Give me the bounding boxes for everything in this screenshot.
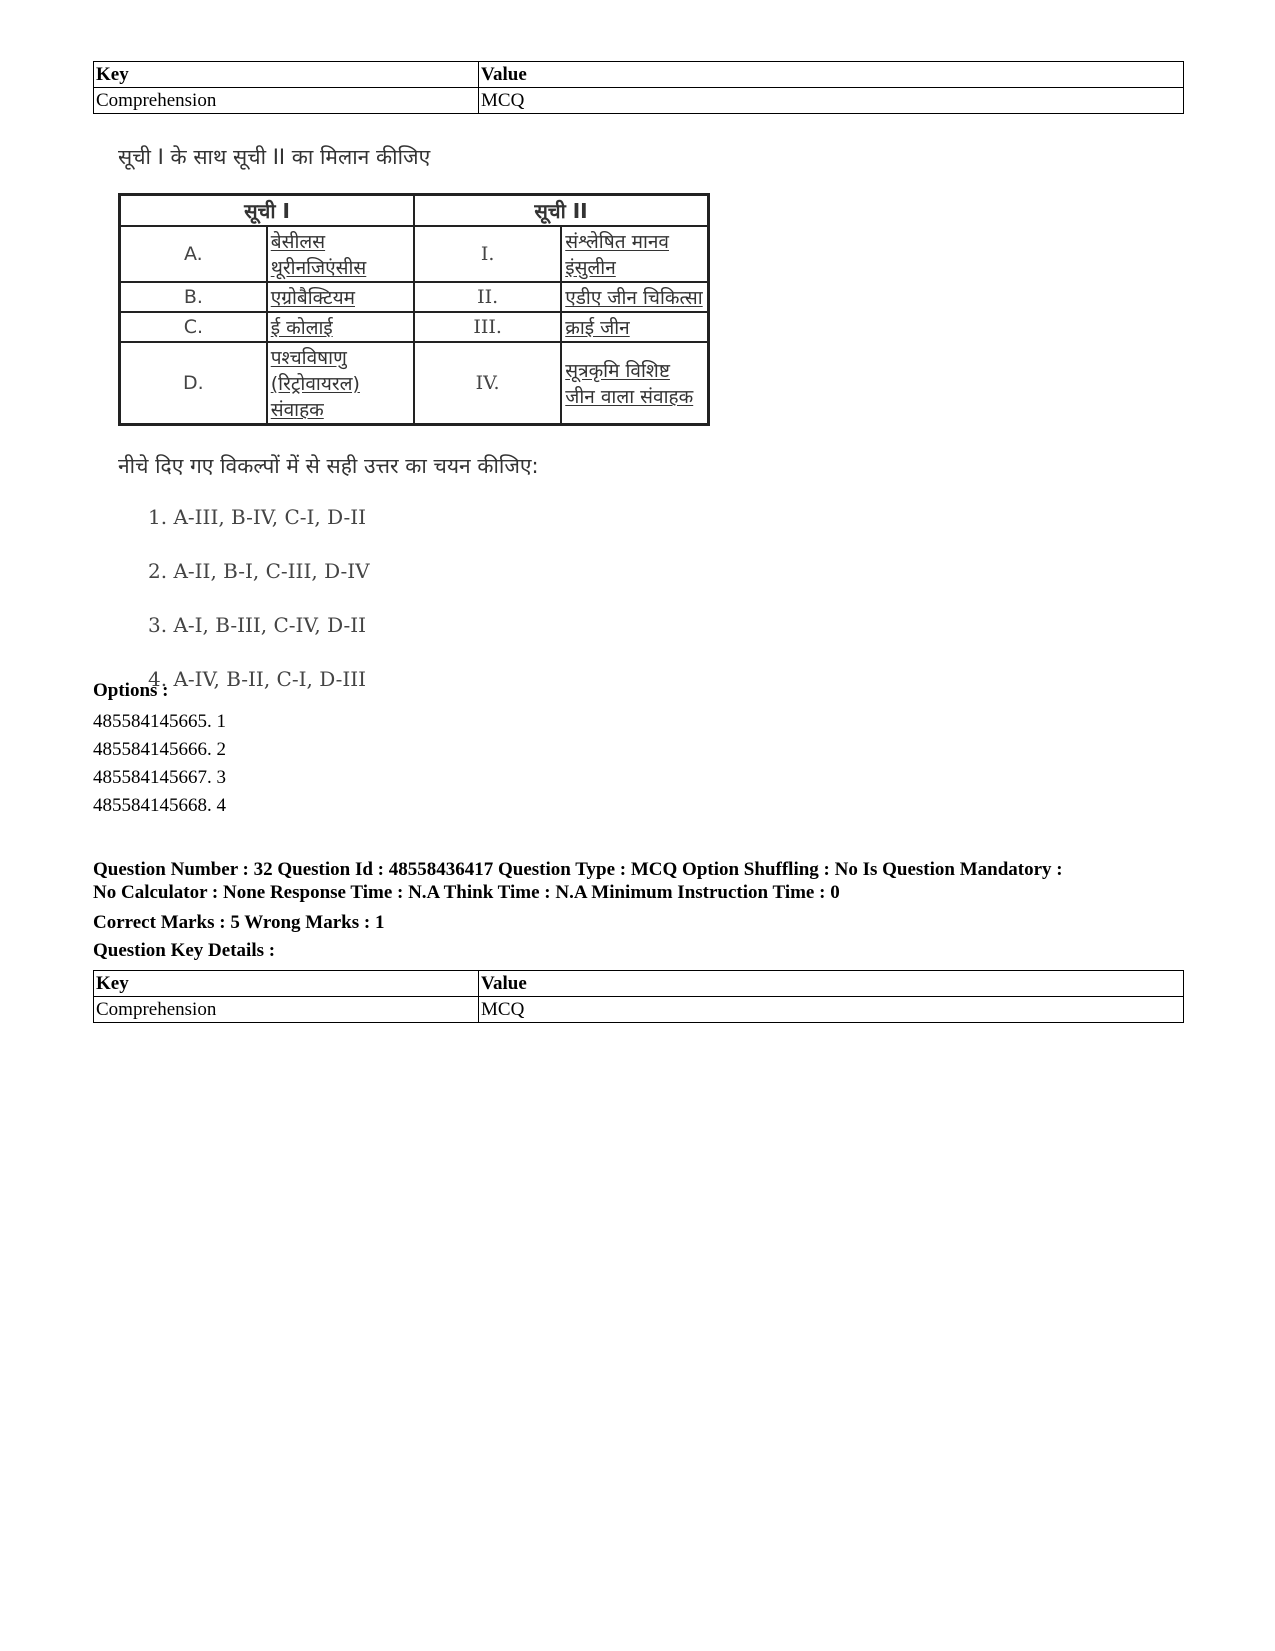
options-title: Options : (93, 680, 169, 701)
row-roman: III. (414, 312, 561, 342)
table-row (120, 342, 709, 425)
question-meta (93, 858, 1193, 904)
question-content (118, 143, 718, 718)
list-2-item: सूत्रकृमि विशिष्ट जीन वाला संवाहक (561, 342, 708, 425)
table-row (94, 997, 1184, 1023)
choice-item: 3. A-I, B-III, C-IV, D-II (148, 613, 367, 637)
option-item: 485584145668. 4 (93, 795, 226, 816)
value-header: Value (479, 62, 1184, 88)
question-meta-line: Question Number : 32 Question Id : 48558436417 Question Type : MCQ Option Shuffling : No Is Question Mandatory : (93, 859, 1063, 880)
match-header-row (120, 195, 709, 227)
row-letter: C. (120, 312, 267, 342)
row-roman: I. (414, 226, 561, 282)
table-row (120, 226, 709, 282)
value-cell: MCQ (479, 88, 1184, 114)
list-1-item: बेसीलस थूरीनजिएंसीस (267, 226, 414, 282)
table-row (120, 312, 709, 342)
table-header-row (94, 62, 1184, 88)
key-details-table (93, 61, 1184, 114)
choice-item: 1. A-III, B-IV, C-I, D-II (148, 505, 367, 529)
value-cell: MCQ (479, 997, 1184, 1023)
key-header: Key (94, 971, 479, 997)
list-2-header: सूची II (414, 195, 709, 227)
table-row (94, 88, 1184, 114)
list-1-item: एग्रोबैक्टियम (267, 282, 414, 312)
row-letter: D. (120, 342, 267, 425)
question-instruction: सूची I के साथ सूची II का मिलान कीजिए (118, 145, 431, 169)
marks-line: Correct Marks : 5 Wrong Marks : 1 (93, 912, 385, 933)
choice-item: 2. A-II, B-I, C-III, D-IV (148, 559, 370, 583)
option-item: 485584145665. 1 (93, 711, 226, 732)
key-cell: Comprehension (94, 88, 479, 114)
list-2-item: क्राई जीन (561, 312, 708, 342)
match-list-table (118, 193, 710, 426)
table-row (120, 282, 709, 312)
table-header-row (94, 971, 1184, 997)
option-item: 485584145666. 2 (93, 739, 226, 760)
list-1-item: पश्चविषाणु (रिट्रोवायरल) संवाहक (267, 342, 414, 425)
choice-item: 4. A-IV, B-II, C-I, D-III (148, 667, 367, 691)
row-roman: IV. (414, 342, 561, 425)
option-item: 485584145667. 3 (93, 767, 226, 788)
list-2-item: एडीए जीन चिकित्सा (561, 282, 708, 312)
key-cell: Comprehension (94, 997, 479, 1023)
value-header: Value (479, 971, 1184, 997)
row-letter: B. (120, 282, 267, 312)
question-meta-line: No Calculator : None Response Time : N.A Think Time : N.A Minimum Instruction Time : 0 (93, 882, 840, 903)
answer-choices (148, 502, 718, 718)
row-roman: II. (414, 282, 561, 312)
list-2-item: संश्लेषित मानव इंसुलीन (561, 226, 708, 282)
list-1-header: सूची I (120, 195, 415, 227)
row-letter: A. (120, 226, 267, 282)
choose-instruction: नीचे दिए गए विकल्पों में से सही उत्तर का चयन कीजिए: (118, 454, 539, 478)
list-1-item: ई कोलाई (267, 312, 414, 342)
key-header: Key (94, 62, 479, 88)
key-details-title: Question Key Details : (93, 940, 276, 961)
options-list (93, 708, 226, 820)
key-details-table (93, 970, 1184, 1023)
